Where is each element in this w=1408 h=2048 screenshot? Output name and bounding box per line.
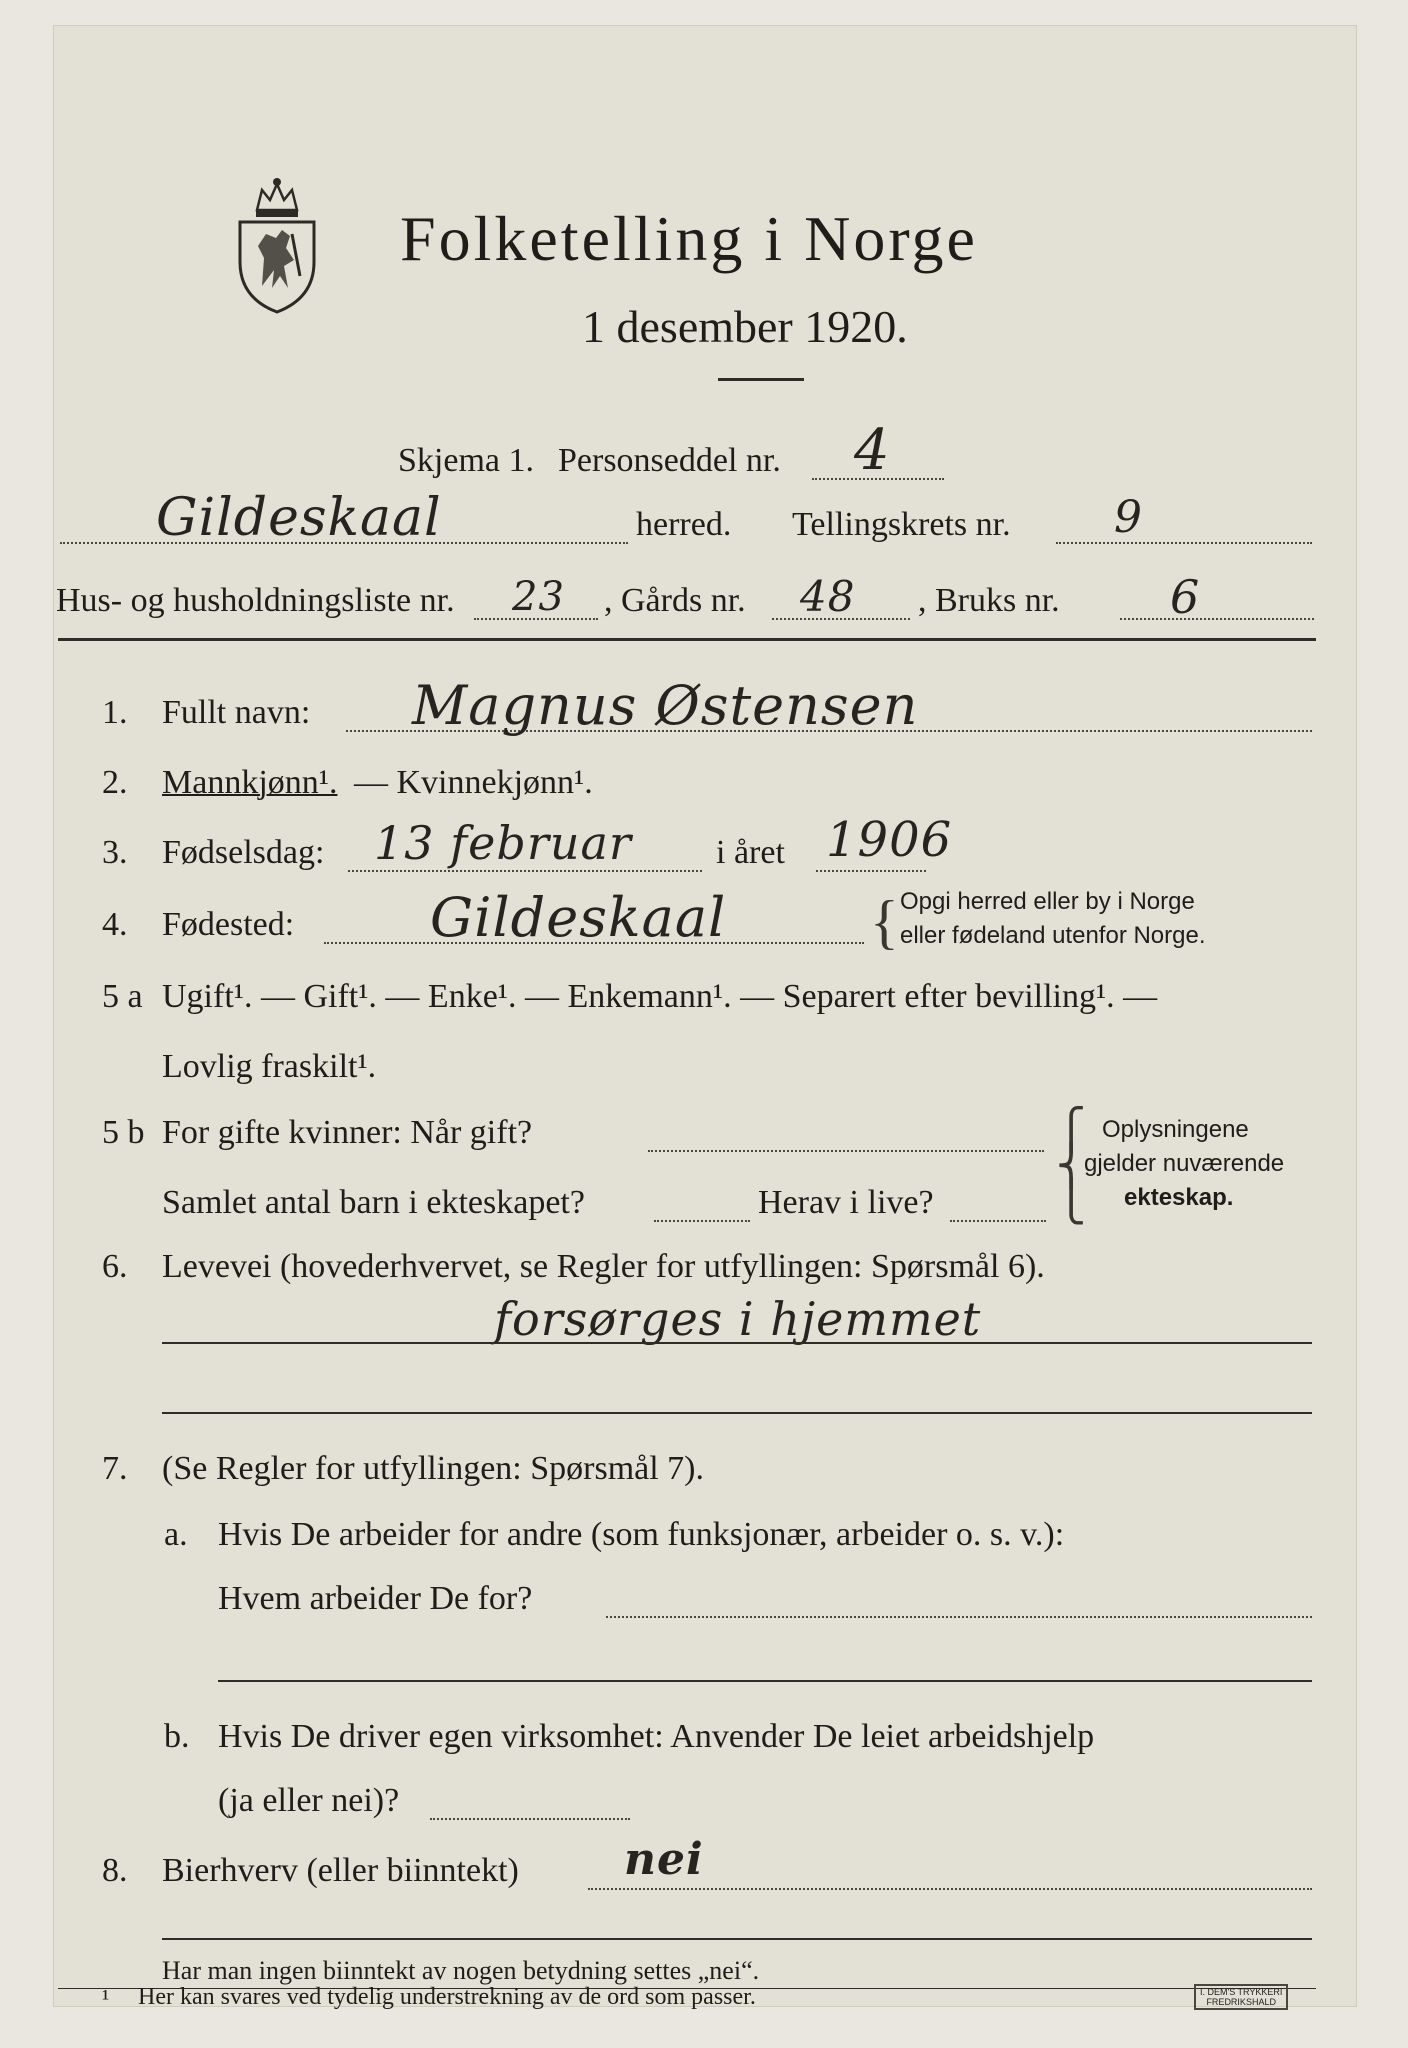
q7a-field-line-2	[218, 1680, 1312, 1682]
header-divider	[718, 378, 804, 381]
gards-label: , Gårds nr.	[604, 582, 746, 619]
q5b-note-line1: Oplysningene	[1102, 1116, 1249, 1143]
q7b-question: Hvis De driver egen virksomhet: Anvender De leiet arbeidshjelp	[218, 1718, 1095, 1755]
q3-birthday-value[interactable]: 13 februar	[374, 816, 632, 870]
q5a-options-line1[interactable]: Ugift¹. — Gift¹. — Enke¹. — Enkemann¹. — Separert efter bevilling¹. —	[162, 978, 1158, 1015]
q5b-when-married-field-line[interactable]	[648, 1150, 1044, 1152]
q6-field-line-1	[162, 1342, 1312, 1344]
q7b-number: b.	[164, 1718, 190, 1755]
husholdning-value[interactable]: 23	[512, 574, 565, 620]
form-title: Folketelling i Norge	[400, 203, 978, 274]
census-date: 1 desember 1920.	[582, 301, 908, 352]
q4-note-line2: eller fødeland utenfor Norge.	[900, 922, 1206, 949]
tellingskrets-label: Tellingskrets nr.	[792, 506, 1011, 543]
q5b-alive-label: Herav i live?	[758, 1184, 934, 1221]
q7a-number: a.	[164, 1516, 188, 1553]
husholdning-label: Hus- og husholdningsliste nr.	[56, 582, 455, 619]
personseddel-label: Personseddel nr.	[558, 442, 781, 479]
q6-label: Levevei (hovederhvervet, se Regler for utfyllingen: Spørsmål 6).	[162, 1248, 1045, 1285]
q1-label: Fullt navn:	[162, 694, 311, 731]
q8-number: 8.	[102, 1852, 128, 1889]
q7a-employer-label: Hvem arbeider De for?	[218, 1580, 533, 1617]
footnote-mark: ¹	[102, 1986, 110, 2012]
q1-number: 1.	[102, 694, 128, 731]
q4-birthplace-value[interactable]: Gildeskaal	[430, 886, 727, 949]
q4-note-line1: Opgi herred eller by i Norge	[900, 888, 1195, 915]
q4-label: Fødested:	[162, 906, 295, 943]
coat-of-arms-icon	[232, 176, 322, 316]
q5b-note-line3: ekteskap.	[1124, 1184, 1234, 1211]
herred-value[interactable]: Gildeskaal	[156, 488, 442, 548]
q1-full-name-value[interactable]: Magnus Østensen	[412, 674, 919, 737]
q5b-number: 5 b	[102, 1114, 145, 1151]
tellingskrets-value[interactable]: 9	[1114, 492, 1143, 543]
q6-field-line-2	[162, 1412, 1312, 1414]
printer-line2: FREDRIKSHALD	[1206, 1997, 1276, 2007]
personseddel-value[interactable]: 4	[854, 418, 891, 483]
section-divider	[58, 638, 1316, 641]
q7a-question: Hvis De arbeider for andre (som funksjonær, arbeider o. s. v.):	[218, 1516, 1065, 1553]
q5b-children-label: Samlet antal barn i ekteskapet?	[162, 1184, 585, 1221]
bruks-field-line	[1120, 618, 1314, 620]
q4-note-brace: {	[870, 889, 899, 955]
q5b-children-field-line[interactable]	[654, 1220, 750, 1222]
footnote-text: Her kan svares ved tydelig understrekning av de ord som passer.	[138, 1984, 756, 2010]
q8-field-line	[588, 1888, 1312, 1890]
q5a-number: 5 a	[102, 978, 143, 1015]
q2-number: 2.	[102, 764, 128, 801]
gards-value[interactable]: 48	[800, 572, 856, 621]
q7b-answer-field-line[interactable]	[430, 1818, 630, 1820]
q8-side-income-value[interactable]: nei	[624, 1834, 704, 1885]
q3-number: 3.	[102, 834, 128, 871]
skjema-label: Skjema 1.	[398, 442, 534, 479]
q2-female-option[interactable]: — Kvinnekjønn¹.	[354, 764, 593, 801]
herred-label: herred.	[636, 506, 732, 543]
q2-male-option[interactable]: Mannkjønn¹.	[162, 764, 338, 801]
q7-label: (Se Regler for utfyllingen: Spørsmål 7).	[162, 1450, 705, 1487]
q3-year-value[interactable]: 1906	[826, 812, 953, 868]
q7a-employer-field-line[interactable]	[606, 1616, 1312, 1618]
q7b-answer-label: (ja eller nei)?	[218, 1782, 400, 1819]
q3-field-line	[348, 870, 702, 872]
census-form	[54, 26, 1356, 2012]
q5b-note-line2: gjelder nuværende	[1084, 1150, 1285, 1177]
q5a-options-line2[interactable]: Lovlig fraskilt¹.	[162, 1048, 377, 1085]
printer-line1: I. DEM'S TRYKKERI	[1200, 1987, 1283, 1997]
q3-year-field-line	[816, 870, 926, 872]
printer-stamp	[1194, 1984, 1288, 2010]
q5b-note-brace: ⎧ ⎨ ⎩	[1056, 1107, 1086, 1224]
q7-number: 7.	[102, 1450, 128, 1487]
q5b-when-married-label: For gifte kvinner: Når gift?	[162, 1114, 533, 1151]
footer-note: Har man ingen biinntekt av nogen betydning settes „nei“.	[162, 1956, 760, 1985]
q4-number: 4.	[102, 906, 128, 943]
q8-field-line-2	[162, 1938, 1312, 1940]
bruks-label: , Bruks nr.	[918, 582, 1060, 619]
bruks-value[interactable]: 6	[1170, 570, 1201, 624]
q8-label: Bierhverv (eller biinntekt)	[162, 1852, 519, 1889]
tellingskrets-field-line	[1056, 542, 1312, 544]
q5b-alive-field-line[interactable]	[950, 1220, 1046, 1222]
q3-year-label: i året	[716, 834, 785, 871]
q6-occupation-value[interactable]: forsørges i hjemmet	[494, 1292, 982, 1346]
q6-number: 6.	[102, 1248, 128, 1285]
q3-label: Fødselsdag:	[162, 834, 325, 871]
